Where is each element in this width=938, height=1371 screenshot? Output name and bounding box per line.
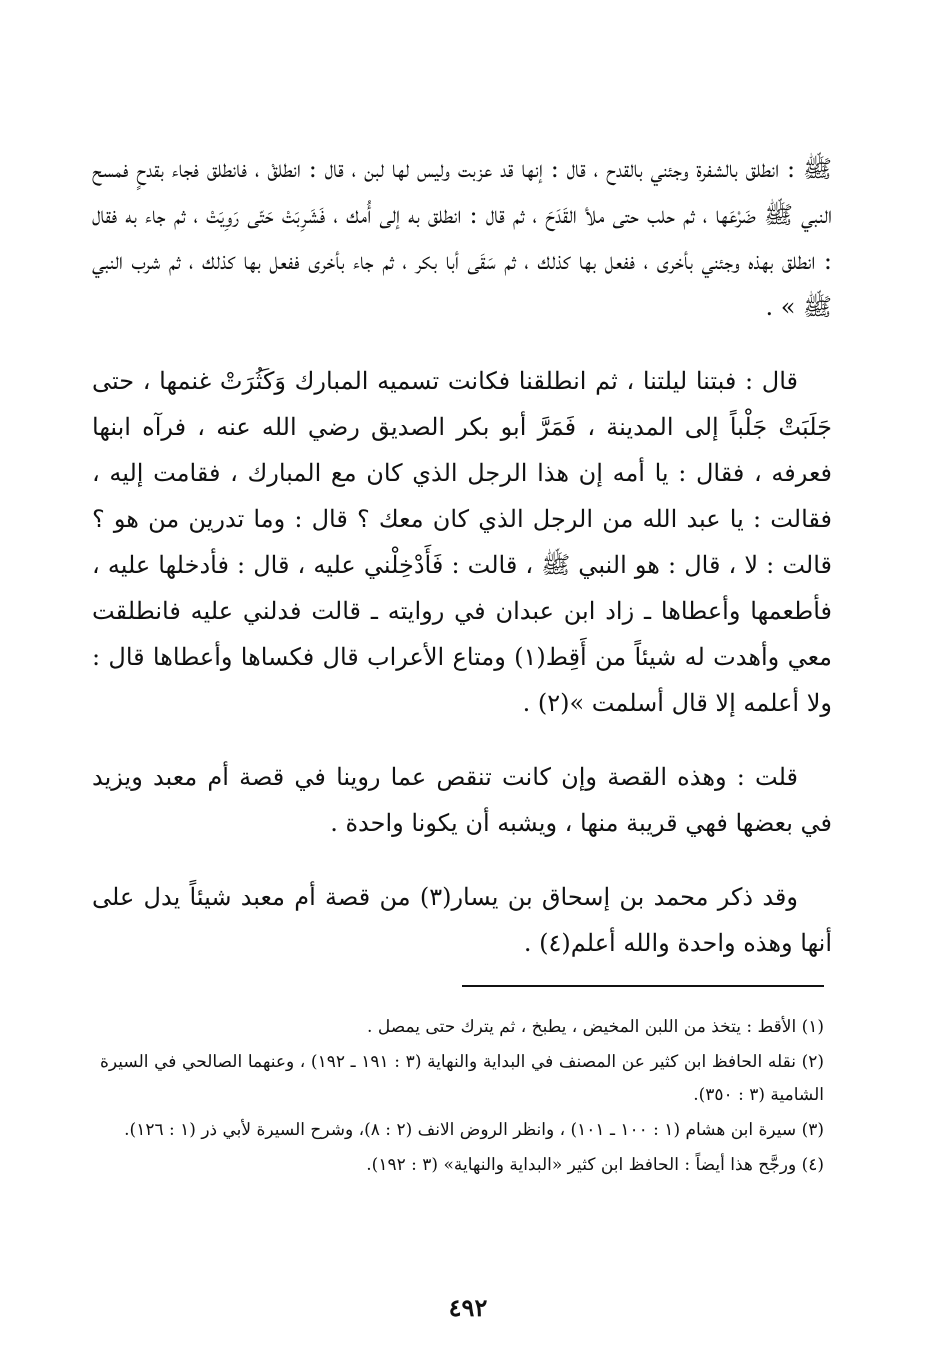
footnotes-section [100, 1011, 824, 1184]
paragraph-3: قلت : وهذه القصة وإن كانت تنقص عما روينا في قصة أم معبد ويزيد في بعضها فهي قريبة منها ، ويشبه أن يكونا واحدة . [92, 763, 832, 837]
page-number: ٤٩٢ [448, 1293, 488, 1322]
paragraph-4: وقد ذكر محمد بن إسحاق بن يسار(٣) من قصة أم معبد شيئاً يدل على أنها وهذه واحدة والله أعلم(٤) . [92, 883, 832, 957]
paragraph-1: ﷺ : انطلق بالشفرة وجئني بالقدح ، قال : إنها قد عزبت وليس لها لبن ، قال : انطلقْ ، فانطلق فجاء بقدحٍ فمسح النبي ﷺ ضَرْعَها ، ثم حلب حتى ملأ القَدَحَ ، ثم قال : انطلق به إلى أُمك ، فَشَرِبَتْ حَتّى رَوِيَتْ ، ثم جاء به فقال : انطلق بهذه وجئني بأخرى ، ففعل بها كذلك ، ثم سَقَى أبا بكر ، ثم جاء بأخرى ففعل بها كذلك ، ثم شرب النبي ﷺ » . [92, 155, 832, 321]
footnote-1: (١) الأقط : يتخذ من اللبن المخيض ، يطبخ ، ثم يترك حتى يمصل . [367, 1017, 824, 1037]
main-text [92, 146, 832, 994]
footnote-3: (٣) سيرة ابن هشام (١ : ١٠٠ ـ ١٠١) ، وانظر الروض الانف (٢ : ٨)، وشرح السيرة لأبي ذر (١ : ١٢٦). [124, 1120, 824, 1140]
paragraph-2: قال : فبتنا ليلتنا ، ثم انطلقنا فكانت تسميه المبارك وَكَثُرَتْ غنمها ، حتى جَلَبَتْ جَلْباً إلى المدينة ، فَمَرَّ أبو بكر الصديق رضي الله عنه ، فرآه ابنها فعرفه ، فقال : يا أمه إن هذا الرجل الذي كان مع المبارك ، فقامت إليه ، فقالت : يا عبد الله من الرجل الذي كان معك ؟ قال : وما تدرين من هو ؟ قالت : لا ، قال : هو النبي ﷺ ، قالت : فَأَدْخِلْني عليه ، قال : فأدخلها عليه ، فأطعمها وأعطاها ـ زاد ابن عبدان في روايته ـ قالت فدلني عليه فانطلقت معي وأهدت له شيئاً من أَقِط(١) ومتاع الأعراب قال فكساها وأعطاها قال : ولا أعلمه إلا قال أسلمت »(٢) . [92, 367, 833, 717]
footnote-4: (٤) ورجَّح هذا أيضاً : الحافظ ابن كثير «البداية والنهاية» (٣ : ١٩٢). [366, 1155, 824, 1175]
footnote-2: (٢) نقله الحافظ ابن كثير عن المصنف في البداية والنهاية (٣ : ١٩١ ـ ١٩٢) ، وعنهما الصالحي في السيرة الشامية (٣ : ٣٥٠). [100, 1052, 824, 1105]
footnote-divider [462, 985, 824, 987]
